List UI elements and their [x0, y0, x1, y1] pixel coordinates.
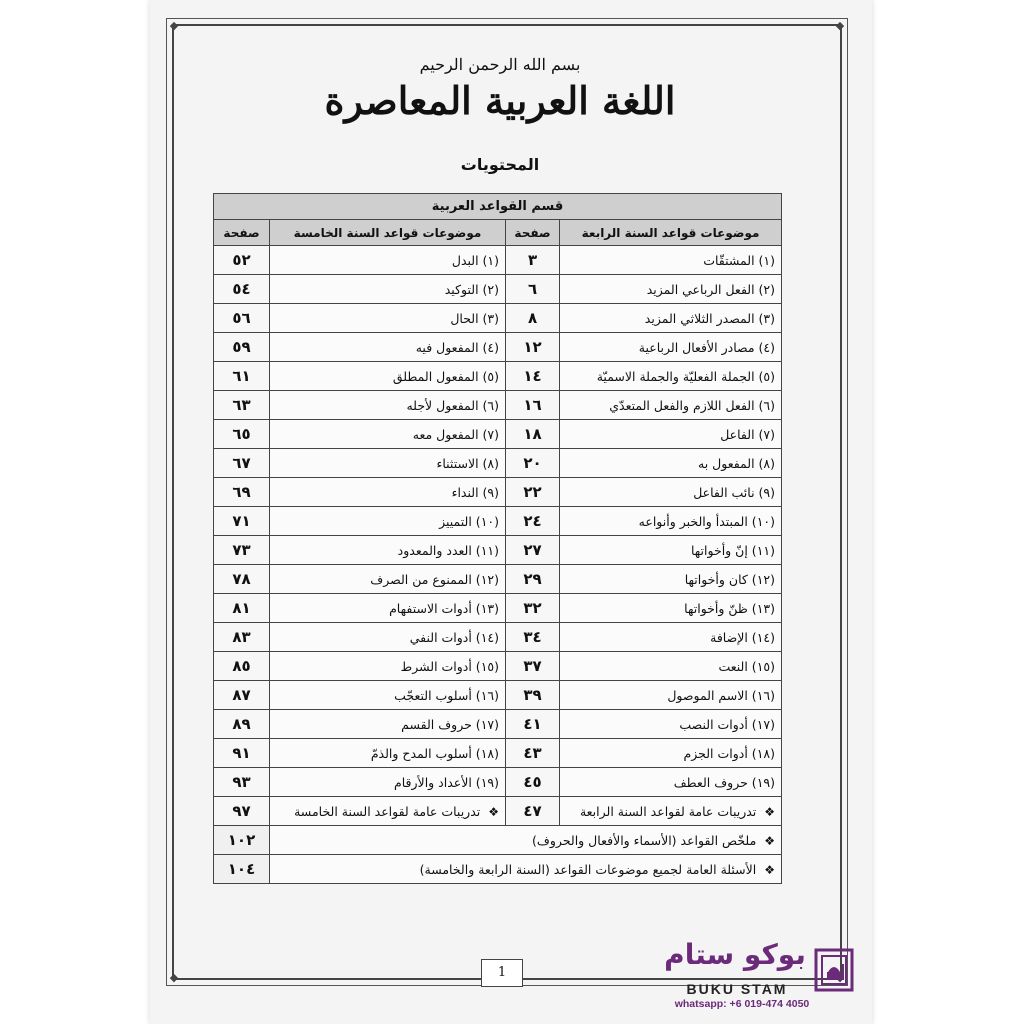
page5-cell: ٩٣ — [214, 768, 270, 797]
summary-cell — [270, 826, 782, 855]
table-row — [214, 478, 782, 507]
topic5-cell: (٤) المفعول فيه — [270, 333, 506, 362]
page4-cell: ٢٢ — [506, 478, 560, 507]
table-row — [214, 246, 782, 275]
book-mosque-icon — [812, 942, 856, 994]
page5-cell: ٩١ — [214, 739, 270, 768]
page5-cell: ٨٩ — [214, 710, 270, 739]
page5-cell: ٧٣ — [214, 536, 270, 565]
page4-cell: ١٤ — [506, 362, 560, 391]
page4-cell: ٤٣ — [506, 739, 560, 768]
topic5-cell: (١٢) الممنوع من الصرف — [270, 565, 506, 594]
summary-row — [214, 826, 782, 855]
bullet-diamond-icon: ❖ — [488, 804, 500, 819]
logo-whatsapp-text: whatsapp: +6 019-474 4050 — [674, 998, 810, 1010]
corner-ornament-top-left: ◆ — [835, 19, 845, 32]
column-header-topic5: موضوعات قواعد السنة الخامسة — [270, 220, 506, 246]
exercise-page5-cell: ٩٧ — [214, 797, 270, 826]
page5-cell: ٥٢ — [214, 246, 270, 275]
topic5-cell: (٣) الحال — [270, 304, 506, 333]
topic5-cell: (١٤) أدوات النفي — [270, 623, 506, 652]
questions-cell — [270, 855, 782, 884]
page4-cell: ٢٤ — [506, 507, 560, 536]
column-header-topic4: موضوعات قواعد السنة الرابعة — [560, 220, 782, 246]
topic4-cell: (١٩) حروف العطف — [560, 768, 782, 797]
table-row — [214, 275, 782, 304]
page5-cell: ٨٣ — [214, 623, 270, 652]
page4-cell: ٣ — [506, 246, 560, 275]
table-row — [214, 536, 782, 565]
page4-cell: ٢٧ — [506, 536, 560, 565]
topic4-cell: (٩) نائب الفاعل — [560, 478, 782, 507]
exercise-topic5-cell — [270, 797, 506, 826]
summary-label: ملخّص القواعد (الأسماء والأفعال والحروف) — [532, 832, 757, 848]
table-row — [214, 652, 782, 681]
topic5-cell: (١٥) أدوات الشرط — [270, 652, 506, 681]
table-row — [214, 333, 782, 362]
topic5-cell: (١٨) أسلوب المدح والذمّ — [270, 739, 506, 768]
table-row — [214, 565, 782, 594]
corner-ornament-bottom-right: ◆ — [169, 971, 179, 984]
page-number: 1 — [481, 959, 523, 987]
topic4-cell: (٧) الفاعل — [560, 420, 782, 449]
page4-cell: ٨ — [506, 304, 560, 333]
topic5-cell: (١) البدل — [270, 246, 506, 275]
page5-cell: ٦٧ — [214, 449, 270, 478]
table-row — [214, 739, 782, 768]
page4-cell: ٣٧ — [506, 652, 560, 681]
exercise-topic4-label: تدريبات عامة لقواعد السنة الرابعة — [579, 803, 757, 819]
corner-ornament-top-right: ◆ — [169, 19, 179, 32]
table-row — [214, 391, 782, 420]
topic5-cell: (٩) النداء — [270, 478, 506, 507]
topic4-cell: (١) المشتقّات — [560, 246, 782, 275]
topic5-cell: (١٦) أسلوب التعجّب — [270, 681, 506, 710]
page5-cell: ٦١ — [214, 362, 270, 391]
page5-cell: ٦٥ — [214, 420, 270, 449]
contents-table — [213, 193, 782, 884]
topic5-cell: (٥) المفعول المطلق — [270, 362, 506, 391]
table-row — [214, 420, 782, 449]
page4-cell: ٣٢ — [506, 594, 560, 623]
page4-cell: ٢٩ — [506, 565, 560, 594]
page5-cell: ٨٥ — [214, 652, 270, 681]
contents-heading: المحتويات — [460, 155, 540, 174]
section-title: قسم القواعد العربية — [214, 194, 782, 220]
basmala: بسم الله الرحمن الرحيم — [419, 55, 581, 74]
topic4-cell: (١٤) الإضافة — [560, 623, 782, 652]
page4-cell: ١٨ — [506, 420, 560, 449]
topic5-cell: (١٧) حروف القسم — [270, 710, 506, 739]
page5-cell: ٦٣ — [214, 391, 270, 420]
topic4-cell: (٦) الفعل اللازم والفعل المتعدّي — [560, 391, 782, 420]
topic4-cell: (٨) المفعول به — [560, 449, 782, 478]
column-header-page5: صفحة — [214, 220, 270, 246]
table-row — [214, 768, 782, 797]
page5-cell: ٨١ — [214, 594, 270, 623]
topic4-cell: (٥) الجملة الفعليّة والجملة الاسميّة — [560, 362, 782, 391]
table-row — [214, 362, 782, 391]
page4-cell: ١٦ — [506, 391, 560, 420]
questions-page-cell: ١٠٤ — [214, 855, 270, 884]
logo-arabic-text: بوكو ستام — [664, 938, 806, 971]
topic4-cell: (١٢) كان وأخواتها — [560, 565, 782, 594]
topic5-cell: (٧) المفعول معه — [270, 420, 506, 449]
page4-cell: ٤٥ — [506, 768, 560, 797]
page5-cell: ٥٦ — [214, 304, 270, 333]
table-row — [214, 681, 782, 710]
exercise-topic5-label: تدريبات عامة لقواعد السنة الخامسة — [294, 803, 481, 819]
bullet-diamond-icon: ❖ — [764, 833, 776, 848]
table-row — [214, 304, 782, 333]
page4-cell: ٢٠ — [506, 449, 560, 478]
bullet-diamond-icon: ❖ — [764, 862, 776, 877]
topic5-cell: (١٠) التمييز — [270, 507, 506, 536]
page5-cell: ٧٨ — [214, 565, 270, 594]
topic4-cell: (١١) إنّ وأخواتها — [560, 536, 782, 565]
topic4-cell: (١٠) المبتدأ والخبر وأنواعه — [560, 507, 782, 536]
topic4-cell: (٤) مصادر الأفعال الرباعية — [560, 333, 782, 362]
topic5-cell: (١٩) الأعداد والأرقام — [270, 768, 506, 797]
exercise-row — [214, 797, 782, 826]
watermark-logo — [652, 938, 862, 1014]
table-row — [214, 594, 782, 623]
table-row — [214, 449, 782, 478]
page4-cell: ١٢ — [506, 333, 560, 362]
page5-cell: ٧١ — [214, 507, 270, 536]
topic5-cell: (٨) الاستثناء — [270, 449, 506, 478]
table-row — [214, 623, 782, 652]
exercise-topic4-cell — [560, 797, 782, 826]
questions-label: الأسئلة العامة لجميع موضوعات القواعد (السنة الرابعة والخامسة) — [419, 861, 757, 877]
topic4-cell: (٢) الفعل الرباعي المزيد — [560, 275, 782, 304]
page4-cell: ٤١ — [506, 710, 560, 739]
table-row — [214, 507, 782, 536]
logo-english-text: BUKU STAM — [686, 981, 788, 997]
column-header-row — [214, 220, 782, 246]
topic4-cell: (١٧) أدوات النصب — [560, 710, 782, 739]
section-header-row — [214, 194, 782, 220]
questions-row — [214, 855, 782, 884]
page5-cell: ٦٩ — [214, 478, 270, 507]
topic4-cell: (١٦) الاسم الموصول — [560, 681, 782, 710]
summary-page-cell: ١٠٢ — [214, 826, 270, 855]
page5-cell: ٥٩ — [214, 333, 270, 362]
page4-cell: ٣٩ — [506, 681, 560, 710]
table-row — [214, 710, 782, 739]
page4-cell: ٦ — [506, 275, 560, 304]
page5-cell: ٥٤ — [214, 275, 270, 304]
page4-cell: ٣٤ — [506, 623, 560, 652]
exercise-page4-cell: ٤٧ — [506, 797, 560, 826]
topic4-cell: (١٥) النعت — [560, 652, 782, 681]
topic5-cell: (٦) المفعول لأجله — [270, 391, 506, 420]
topic4-cell: (١٨) أدوات الجزم — [560, 739, 782, 768]
topic5-cell: (٢) التوكيد — [270, 275, 506, 304]
page5-cell: ٨٧ — [214, 681, 270, 710]
topic4-cell: (١٣) ظنّ وأخواتها — [560, 594, 782, 623]
bullet-diamond-icon: ❖ — [764, 804, 776, 819]
book-title: اللغة العربية المعاصرة — [324, 78, 676, 123]
topic5-cell: (١١) العدد والمعدود — [270, 536, 506, 565]
column-header-page4: صفحة — [506, 220, 560, 246]
topic5-cell: (١٣) أدوات الاستفهام — [270, 594, 506, 623]
topic4-cell: (٣) المصدر الثلاثي المزيد — [560, 304, 782, 333]
